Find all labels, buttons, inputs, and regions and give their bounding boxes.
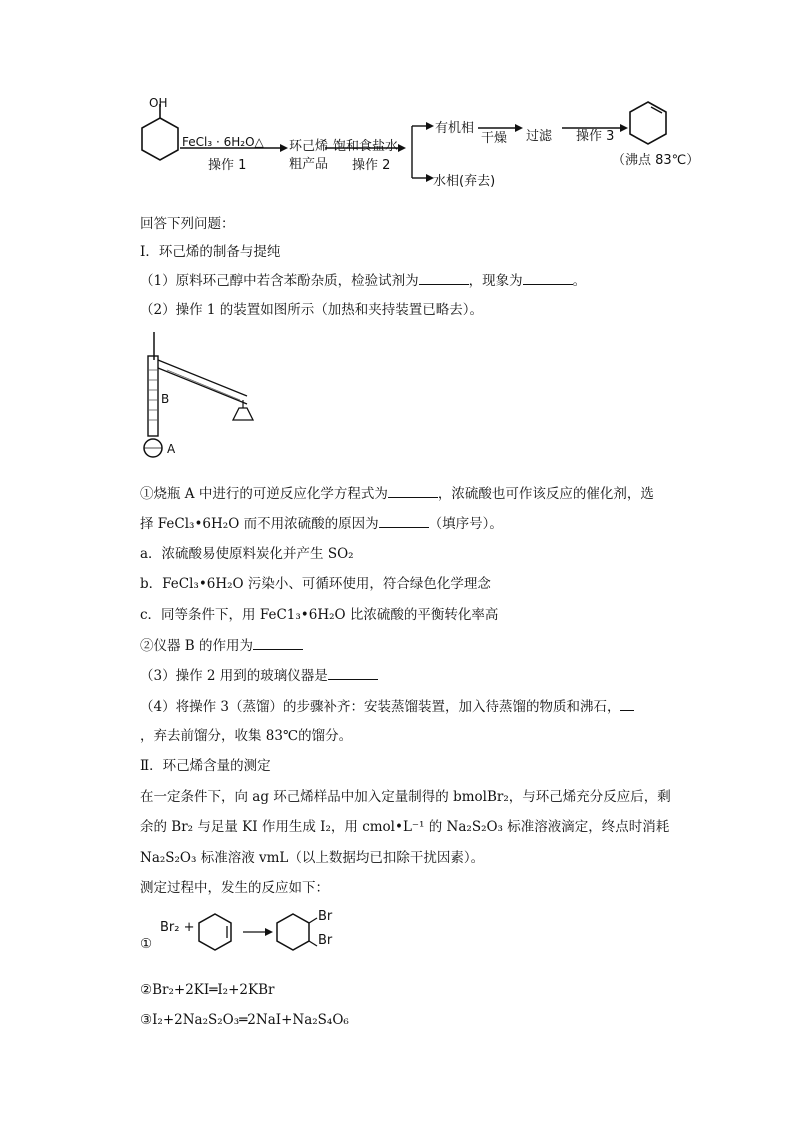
op1-label: 操作 1 <box>208 158 247 173</box>
reaction-1-number: ① <box>140 936 153 952</box>
part2-heading: Ⅱ．环己烯含量的测定 <box>140 758 271 774</box>
label-a: A <box>167 442 176 456</box>
answer-blank[interactable] <box>419 270 469 285</box>
sub-question-1-line1: ①烧瓶 A 中进行的可逆反应化学方程式为 ，浓硫酸也可作该反应的催化剂，选 <box>140 483 654 504</box>
reaction-3: ③I₂+2Na₂S₂O₃═2NaI+Na₂S₄O₆ <box>140 1012 349 1028</box>
cyclohexene-ring <box>630 102 666 144</box>
op2-label: 操作 2 <box>352 158 391 173</box>
answer-blank[interactable] <box>620 696 634 711</box>
reaction-1-br-bottom: Br <box>318 933 333 948</box>
question-2: （2）操作 1 的装置如图所示（加热和夹持装置已略去）。 <box>140 302 484 318</box>
brine-label: 饱和食盐水 <box>333 139 399 154</box>
question-3: （3）操作 2 用到的玻璃仪器是 <box>140 665 378 686</box>
filter-label: 过滤 <box>526 129 553 144</box>
boiling-point-label: （沸点 83℃） <box>612 153 700 168</box>
sub-question-2: ②仪器 B 的作用为 <box>140 635 303 656</box>
paragraph-line-3: Na₂S₂O₃ 标准溶液 vmL（以上数据均已扣除干扰因素）。 <box>140 850 485 866</box>
intro-line: 回答下列问题： <box>140 216 235 232</box>
question-1: （1）原料环己醇中若含苯酚杂质，检验试剂为 ，现象为 。 <box>140 270 586 291</box>
distillation-apparatus-figure <box>135 330 265 460</box>
answer-blank[interactable] <box>328 665 378 680</box>
paragraph-line-2: 余的 Br₂ 与足量 KI 作用生成 I₂，用 cmol•L⁻¹ 的 Na₂S₂O₃ 标准溶液滴定，终点时消耗 <box>140 819 670 835</box>
dry-label: 干燥 <box>481 131 508 146</box>
paragraph-line-4: 测定过程中，发生的反应如下： <box>140 880 329 896</box>
question-4-line1: （4）将操作 3（蒸馏）的步骤补齐：安装蒸馏装置，加入待蒸馏的物质和沸石， <box>140 696 634 717</box>
crude-label-1: 环己烯 <box>289 139 329 154</box>
cyclohexanol-ring <box>142 118 178 160</box>
option-c: c．同等条件下，用 FeC1₃•6H₂O 比浓硫酸的平衡转化率高 <box>140 607 499 623</box>
reaction-1-br2: Br₂ + <box>160 920 195 935</box>
part1-heading: Ⅰ．环己烯的制备与提纯 <box>140 244 281 260</box>
crude-label-2: 粗产品 <box>289 157 329 172</box>
option-b: b．FeCl₃•6H₂O 污染小、可循环使用，符合绿色化学理念 <box>140 576 491 592</box>
answer-blank[interactable] <box>523 270 573 285</box>
aqueous-phase-label: 水相(弃去) <box>433 174 496 189</box>
paragraph-line-1: 在一定条件下，向 ag 环己烯样品中加入定量制得的 bmolBr₂，与环己烯充分反应后，剩 <box>140 789 671 805</box>
op3-label: 操作 3 <box>576 129 615 144</box>
answer-blank[interactable] <box>253 635 303 650</box>
reaction-2: ②Br₂+2KI═I₂+2KBr <box>140 982 275 998</box>
organic-phase-label: 有机相 <box>435 121 475 136</box>
answer-blank[interactable] <box>388 483 438 498</box>
reaction-1-structures <box>195 906 335 956</box>
oh-label: OH <box>149 96 168 110</box>
option-a: a．浓硫酸易使原料炭化并产生 SO₂ <box>140 546 354 562</box>
reagent-label: FeCl₃ · 6H₂O△ <box>182 135 264 149</box>
sub-question-1-line2: 择 FeCl₃•6H₂O 而不用浓硫酸的原因为 （填序号）。 <box>140 513 503 534</box>
answer-blank[interactable] <box>379 513 429 528</box>
reaction-1-br-top: Br <box>318 909 333 924</box>
label-b: B <box>161 392 170 406</box>
question-4-line2: ，弃去前馏分，收集 83℃的馏分。 <box>140 728 353 744</box>
